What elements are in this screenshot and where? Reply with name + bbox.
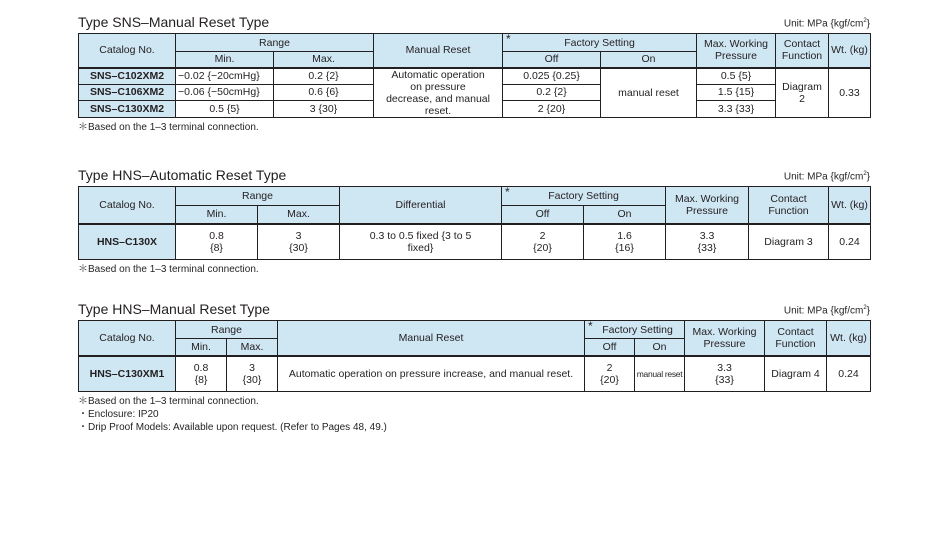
col-max: Max. (227, 339, 278, 356)
footnote: ＊Based on the 1–3 terminal connection. (78, 121, 259, 133)
col-off: Off (503, 52, 601, 68)
mwp-cell: 3.3 {33} (697, 101, 776, 118)
asterisk-mark: * (588, 319, 593, 333)
col-weight: Wt. (kg) (829, 187, 871, 224)
asterisk-mark: * (506, 32, 511, 46)
sns-title: Type SNS–Manual Reset Type (78, 14, 270, 30)
col-weight: Wt. (kg) (829, 34, 871, 68)
mwp-cell: 3.3 {33} (666, 224, 749, 260)
contact-cell: Diagram 2 (776, 68, 829, 118)
hns-automatic-reset-section (78, 167, 870, 276)
col-off: Off (502, 206, 584, 224)
wt-cell: 0.33 (829, 68, 871, 118)
max-cell: 3 {30} (227, 356, 278, 392)
catalog-cell: HNS–C130X (79, 224, 176, 260)
off-cell: 0.2 {2} (503, 84, 601, 101)
col-min: Min. (176, 339, 227, 356)
off-cell: 2 {20} (503, 101, 601, 118)
mwp-cell: 1.5 {15} (697, 84, 776, 101)
col-manual-reset: Manual Reset (374, 34, 503, 68)
col-max-working-pressure: Max. Working Pressure (666, 187, 749, 224)
col-catalog-no: Catalog No. (79, 321, 176, 356)
unit-label: Unit: MPa $\{kgf/cm^2\}$ (783, 170, 870, 182)
col-factory-setting: * Factory Setting (503, 34, 697, 52)
asterisk-mark: * (505, 185, 510, 199)
mwp-cell: 0.5 {5} (697, 68, 776, 85)
hns-manual-table (78, 320, 871, 392)
contact-cell: Diagram 4 (765, 356, 827, 392)
hns-manual-title: Type HNS–Manual Reset Type (78, 301, 270, 317)
hns-auto-title: Type HNS–Automatic Reset Type (78, 167, 287, 183)
unit-label: Unit: MPa $\{kgf/cm^2\}$ (783, 17, 870, 29)
col-catalog-no: Catalog No. (79, 34, 176, 68)
catalog-cell: HNS–C130XM1 (79, 356, 176, 392)
min-cell: −0.06 {−50cmHg} (176, 84, 274, 101)
col-contact-function: Contact Function (776, 34, 829, 68)
max-cell: 3 {30} (258, 224, 340, 260)
contact-cell: Diagram 3 (749, 224, 829, 260)
col-differential: Differential (340, 187, 502, 224)
col-max-working-pressure: Max. Working Pressure (685, 321, 765, 356)
col-factory-setting: * Factory Setting (502, 187, 666, 206)
wt-cell: 0.24 (827, 356, 871, 392)
col-min: Min. (176, 52, 274, 68)
col-on: On (635, 339, 685, 356)
min-cell: 0.5 {5} (176, 101, 274, 118)
differential-cell: 0.3 to 0.5 fixed {3 to 5 fixed} (340, 224, 502, 260)
on-cell: manual reset (601, 68, 697, 118)
wt-cell: 0.24 (829, 224, 871, 260)
mwp-cell: 3.3 {33} (685, 356, 765, 392)
col-max: Max. (274, 52, 374, 68)
max-cell: 0.6 {6} (274, 84, 374, 101)
hns-manual-section-header (78, 301, 870, 317)
enclosure-note: ・Enclosure: IP20 (78, 409, 159, 420)
off-cell: 2 {20} (585, 356, 635, 392)
footnote: ＊Based on the 1–3 terminal connection. (78, 264, 259, 275)
col-max-working-pressure: Max. Working Pressure (697, 34, 776, 68)
catalog-cell: SNS–C106XM2 (79, 84, 176, 101)
col-on: On (601, 52, 697, 68)
sns-manual-reset-section (78, 14, 870, 134)
unit-label: Unit: MPa $\{kgf/cm^2\}$ (783, 304, 870, 316)
catalog-cell: SNS–C130XM2 (79, 101, 176, 118)
hns-auto-section-header (78, 167, 870, 183)
col-manual-reset: Manual Reset (278, 321, 585, 356)
sns-table (78, 33, 871, 118)
max-cell: 0.2 {2} (274, 68, 374, 85)
col-off: Off (585, 339, 635, 356)
off-cell: 0.025 {0.25} (503, 68, 601, 85)
table-row (79, 68, 871, 85)
footnote: ＊Based on the 1–3 terminal connection. (78, 396, 259, 407)
col-max: Max. (258, 206, 340, 224)
manual-reset-cell: Automatic operation on pressure increase, and manual reset. (278, 356, 585, 392)
min-cell: 0.8 {8} (176, 224, 258, 260)
on-cell: manual reset (635, 356, 685, 392)
col-min: Min. (176, 206, 258, 224)
max-cell: 3 {30} (274, 101, 374, 118)
hns-auto-table (78, 186, 871, 260)
off-cell: 2 {20} (502, 224, 584, 260)
min-cell: 0.8 {8} (176, 356, 227, 392)
on-cell: 1.6 {16} (584, 224, 666, 260)
drip-proof-note: ・Drip Proof Models: Available upon request. (Refer to Pages 48, 49.) (78, 422, 387, 433)
col-contact-function: Contact Function (765, 321, 827, 356)
col-factory-setting: * Factory Setting (585, 321, 685, 339)
catalog-cell: SNS–C102XM2 (79, 68, 176, 85)
table-row (79, 356, 871, 392)
col-range: Range (176, 187, 340, 206)
col-catalog-no: Catalog No. (79, 187, 176, 224)
col-weight: Wt. (kg) (827, 321, 871, 356)
col-range: Range (176, 34, 374, 52)
col-contact-function: Contact Function (749, 187, 829, 224)
table-row (79, 224, 871, 260)
hns-manual-reset-section (78, 301, 870, 434)
col-range: Range (176, 321, 278, 339)
min-cell: −0.02 {−20cmHg} (176, 68, 274, 85)
col-on: On (584, 206, 666, 224)
sns-section-header (78, 14, 870, 30)
manual-reset-cell: Automatic operation on pressure decrease, and manual reset. (374, 68, 503, 118)
